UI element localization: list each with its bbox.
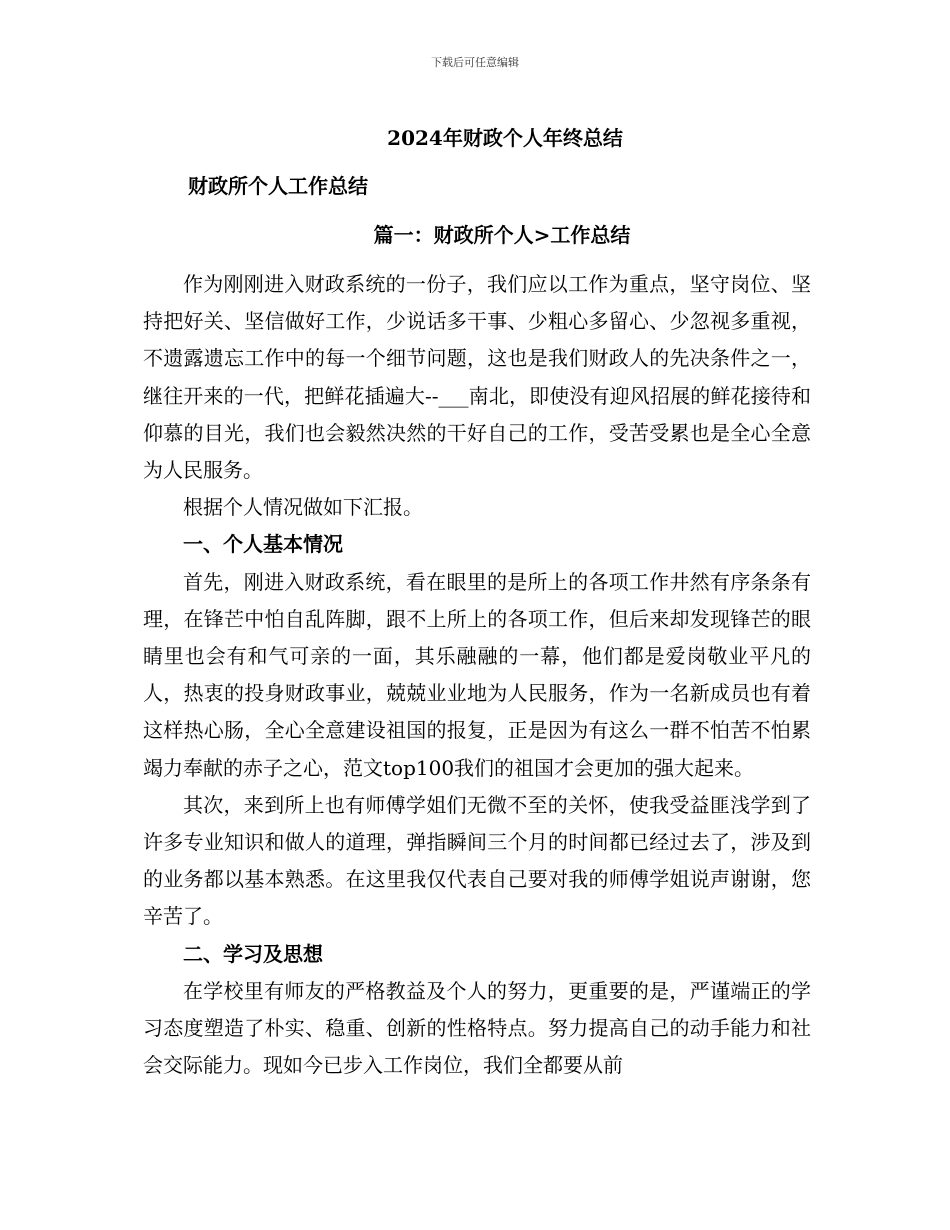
section-heading: 二、学习及思想 bbox=[183, 941, 323, 966]
body-paragraph: 根据个人情况做如下汇报。 bbox=[183, 495, 423, 520]
chapter-title: 篇一：财政所个人>工作总结 bbox=[373, 223, 631, 247]
header-note: 下载后可任意编辑 bbox=[431, 56, 519, 69]
body-paragraph: 在学校里有师友的严格教益及个人的努力，更重要的是，严谨端正的学习态度塑造了朴实、稳重、创新的性格特点。努力提高自己的动手能力和社会交际能力。现如今已步入工作岗位，我们全都要从前 bbox=[143, 978, 811, 1078]
body-paragraph: 作为刚刚进入财政系统的一份子，我们应以工作为重点，坚守岗位、坚持把好关、坚信做好工作，少说话多干事、少粗心多留心、少忽视多重视，不遗露遗忘工作中的每一个细节问题，这也是我们财政人的先决条件之一，继往开来的一代，把鲜花插遍大--___南北，即使没有迎风招展的鲜花接待和仰慕的目光，我们也会毅然决然的干好自己的工作，受苦受累也是全心全意为人民服务。 bbox=[143, 272, 811, 483]
body-paragraph: 首先，刚进入财政系统，看在眼里的是所上的各项工作井然有序条条有理，在锋芒中怕自乱阵脚，跟不上所上的各项工作，但后来却发现锋芒的眼睛里也会有和气可亲的一面，其乐融融的一幕，他们都是爱岗敬业平凡的人，热衷的投身财政事业，兢兢业业地为人民服务，作为一名新成员也有着这样热心肠，全心全意建设祖国的报复，正是因为有这么一群不怕苦不怕累竭力奉献的赤子之心，范文top100我们的祖国才会更加的强大起来。 bbox=[143, 569, 811, 780]
document-subtitle: 财政所个人工作总结 bbox=[188, 174, 368, 198]
body-paragraph: 其次，来到所上也有师傅学姐们无微不至的关怀，使我受益匪浅学到了许多专业知识和做人的道理，弹指瞬间三个月的时间都已经过去了，涉及到的业务都以基本熟悉。在这里我仅代表自己要对我的师傅学姐说声谢谢，您辛苦了。 bbox=[143, 792, 811, 929]
section-heading: 一、个人基本情况 bbox=[183, 532, 343, 557]
document-title: 2024年财政个人年终总结 bbox=[387, 126, 623, 150]
document-body bbox=[143, 266, 811, 1084]
